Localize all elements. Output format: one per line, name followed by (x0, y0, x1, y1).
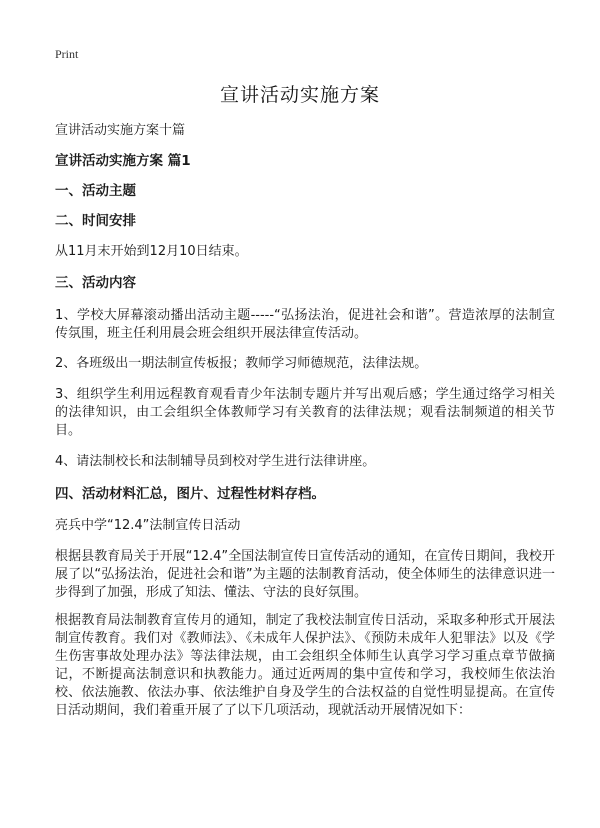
section-heading-schedule: 二、时间安排 (55, 213, 136, 229)
paragraph-notice: 根据县教育局关于开展“12.4”全国法制宣传日宣传活动的通知，在宣传日期间，我校开展了以“弘扬法治，促进社会和谐”为主题的法制教育活动，使全体师生的法律意识进一步得到了加强，形成了知法、懂法、守法的良好氛围。 (55, 549, 555, 600)
section-heading-materials: 四、活动材料汇总，图片、过程性材料存档。 (55, 486, 325, 502)
document-title: 宣讲活动实施方案 (219, 84, 380, 106)
content-item-3: 3、组织学生利用远程教育观看青少年法制专题片并写出观后感；学生通过络学习相关的法律知识，由工会组织全体教师学习有关教育的法律法规；观看法制频道的相关节目。 (55, 387, 555, 438)
article-heading: 宣讲活动实施方案 篇1 (55, 153, 191, 169)
content-item-4: 4、请法制校长和法制辅导员到校对学生进行法律讲座。 (55, 454, 376, 469)
content-item-1: 1、学校大屏幕滚动播出活动主题-----“弘扬法治，促进社会和谐”。营造浓厚的法制宣传氛围，班主任利用晨会班会组织开展法律宣传活动。 (55, 308, 555, 341)
content-item-2: 2、各班级出一期法制宣传板报；教师学习师德规范，法律法规。 (55, 356, 428, 371)
section-heading-content: 三、活动内容 (55, 275, 136, 291)
section-heading-theme: 一、活动主题 (55, 183, 136, 199)
paragraph-details: 根据教育局法制教育宣传月的通知，制定了我校法制宣传日活动，采取多种形式开展法制宣传教育。我们对《教师法》、《未成年人保护法》、《预防未成年人犯罪法》以及《学生伤害事故处理办法》等法律法规，由工会组织全体师生认真学习学习重点章节做摘记，不断提高法制意识和执教能力。通过近两周的集中宣传和学习，我校师生依法治校、依法施教、依法办事、依法维护自身及学生的合法权益的自觉性明显提高。在宣传日活动期间，我们着重开展了了以下几项活动，现就活动开展情况如下： (55, 613, 555, 718)
print-label: Print (55, 47, 79, 61)
schedule-text: 从11月末开始到12月10日结束。 (55, 244, 248, 259)
document-subtitle: 宣讲活动实施方案十篇 (55, 123, 186, 138)
activity-title: 亮兵中学“12.4”法制宣传日活动 (55, 518, 241, 533)
